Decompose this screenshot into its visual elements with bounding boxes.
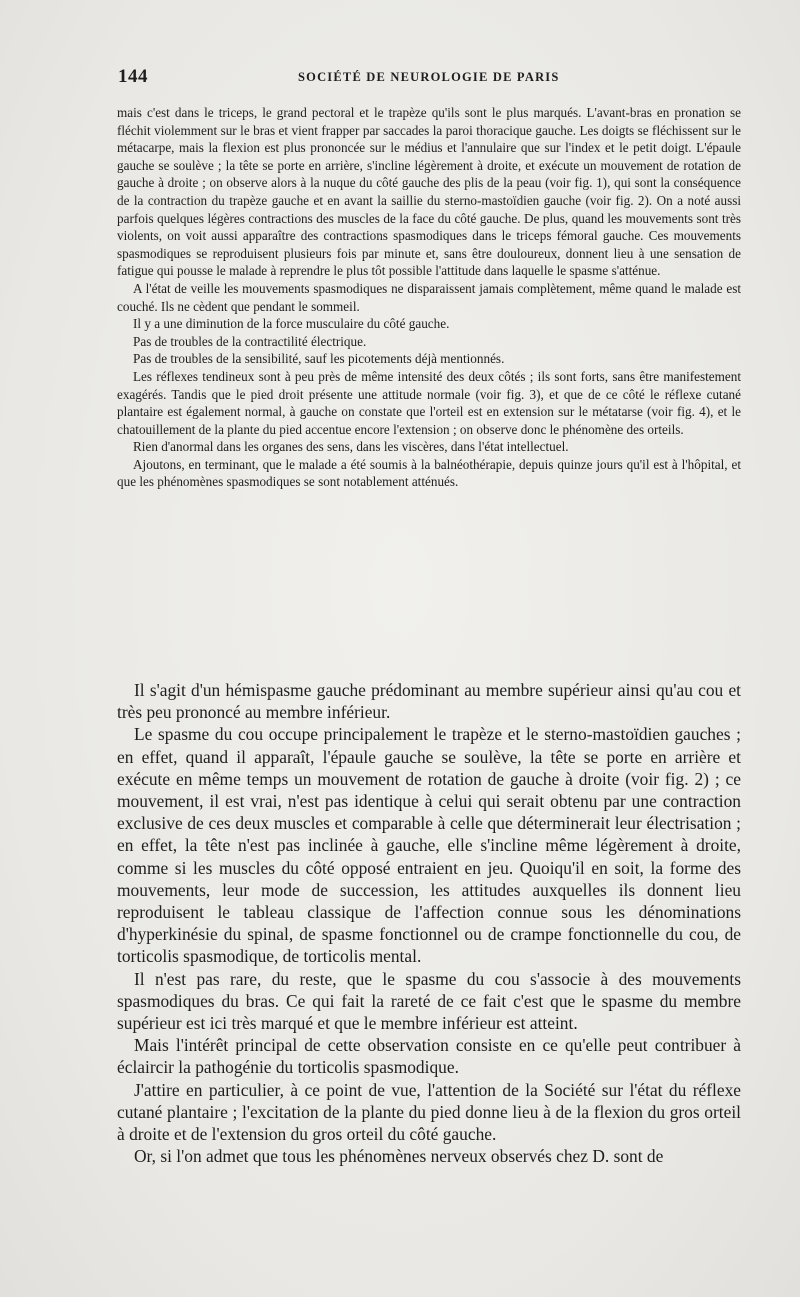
discussion-paragraph: J'attire en particulier, à ce point de vue, l'attention de la Société sur l'état du réflexe cutané plantaire ; l'excitation de la plante du pied donne lieu à de la flexion du gros orteil à droite et de l'extension du gros orteil du côté gauche. xyxy=(117,1079,741,1145)
running-title: SOCIÉTÉ DE NEUROLOGIE DE PARIS xyxy=(298,70,560,84)
observation-paragraph: Pas de troubles de la sensibilité, sauf les picotements déjà mentionnés. xyxy=(133,351,505,367)
observation-paragraph: Pas de troubles de la contractilité électrique. xyxy=(133,333,367,349)
discussion-paragraph: Mais l'intérêt principal de cette observation consiste en ce qu'elle peut contribuer à éclaircir la pathogénie du torticolis spasmodique. xyxy=(117,1035,741,1078)
observation-paragraph: Il y a une diminution de la force musculaire du côté gauche. xyxy=(133,316,450,332)
observation-paragraph: Ajoutons, en terminant, que le malade a été soumis à la balnéothérapie, depuis quinze jours qu'il est à l'hôpital, et que les phénomènes spasmodiques se sont notablement atténués. xyxy=(117,456,741,490)
observation-paragraph: Les réflexes tendineux sont à peu près de même intensité des deux côtés ; ils sont forts, sans être manifestement exagérés. Tandis que le pied droit présente une attitude normale (voir fig. 3), et que de ce côté le réflexe cutané plantaire est également normal, à gauche on constate que l'orteil est en extension sur le métatarse (voir fig. 4), et le chatouillement de la plante du pied accentue encore l'extension ; on observe donc le phénomène des orteils. xyxy=(117,368,741,437)
observation-text xyxy=(117,104,741,491)
discussion-paragraph: Il s'agit d'un hémispasme gauche prédominant au membre supérieur ainsi qu'au cou et très peu prononcé au membre inférieur. xyxy=(117,680,741,723)
page-header xyxy=(118,66,738,90)
page-number: 144 xyxy=(118,66,148,87)
discussion-paragraph: Le spasme du cou occupe principalement le trapèze et le sterno-mastoïdien gauches ; en effet, quand il apparaît, l'épaule gauche se soulève, la tête se porte en arrière et exécute en même temps un mouvement de rotation de gauche à droite (voir fig. 2) ; ce mouvement, il est vrai, n'est pas identique à celui qui serait obtenu par une contraction exclusive de ces deux muscles et comparable à celle que déterminerait leur électrisation ; en effet, la tête n'est pas inclinée à gauche, elle s'incline même légèrement à droite, comme si les muscles du côté opposé entraient en jeu. Quoiqu'il en soit, la forme des mouvements, leur mode de succession, les attitudes auxquelles ils donnent lieu reproduisent le tableau classique de l'affection connue sous les dénominations d'hyperkinésie du spinal, de spasme fonctionnel ou de crampe fonctionnelle du cou, de torticolis spasmodique, de torticolis mental. xyxy=(117,724,741,967)
observation-paragraph: A l'état de veille les mouvements spasmodiques ne disparaissent jamais complètement, même quand le malade est couché. Ils ne cèdent que pendant le sommeil. xyxy=(117,280,741,314)
observation-paragraph: mais c'est dans le triceps, le grand pectoral et le trapèze qu'ils sont le plus marqués. L'avant-bras en pronation se fléchit violemment sur le bras et vient frapper par saccades la paroi thoracique gauche. Les doigts se fléchissent sur le métacarpe, mais la flexion est plus prononcée sur le médius et l'annulaire que sur l'index et le petit doigt. L'épaule gauche se soulève ; la tête se porte en arrière, s'incline légèrement à droite, et exécute un mouvement de rotation de gauche à droite ; on observe alors à la nuque du côté gauche des plis de la peau (voir fig. 1), qui sont la conséquence de la contraction du trapèze gauche et en avant la saillie du sterno-mastoïdien gauche (voir fig. 2). On a noté aussi parfois quelques légères contractions des muscles de la face du côté gauche. De plus, quand les mouvements sont très violents, on voit aussi apparaître des contractions spasmodiques dans le triceps fémoral gauche. Ces mouvements spasmodiques se reproduisent plusieurs fois par minute et, sans être douloureux, donnent lieu à une sensation de fatigue qui pousse le malade à reprendre le plus tôt possible l'attitude dans laquelle le spasme s'atténue. xyxy=(117,105,741,279)
discussion-text xyxy=(117,679,741,1167)
observation-paragraph: Rien d'anormal dans les organes des sens, dans les viscères, dans l'état intellectuel. xyxy=(133,439,569,455)
discussion-paragraph: Il n'est pas rare, du reste, que le spasme du cou s'associe à des mouvements spasmodiques du bras. Ce qui fait la rareté de ce fait c'est que le spasme du membre supérieur est ici très marqué et que le membre inférieur est atteint. xyxy=(117,968,741,1034)
discussion-paragraph: Or, si l'on admet que tous les phénomènes nerveux observés chez D. sont de xyxy=(134,1146,664,1167)
